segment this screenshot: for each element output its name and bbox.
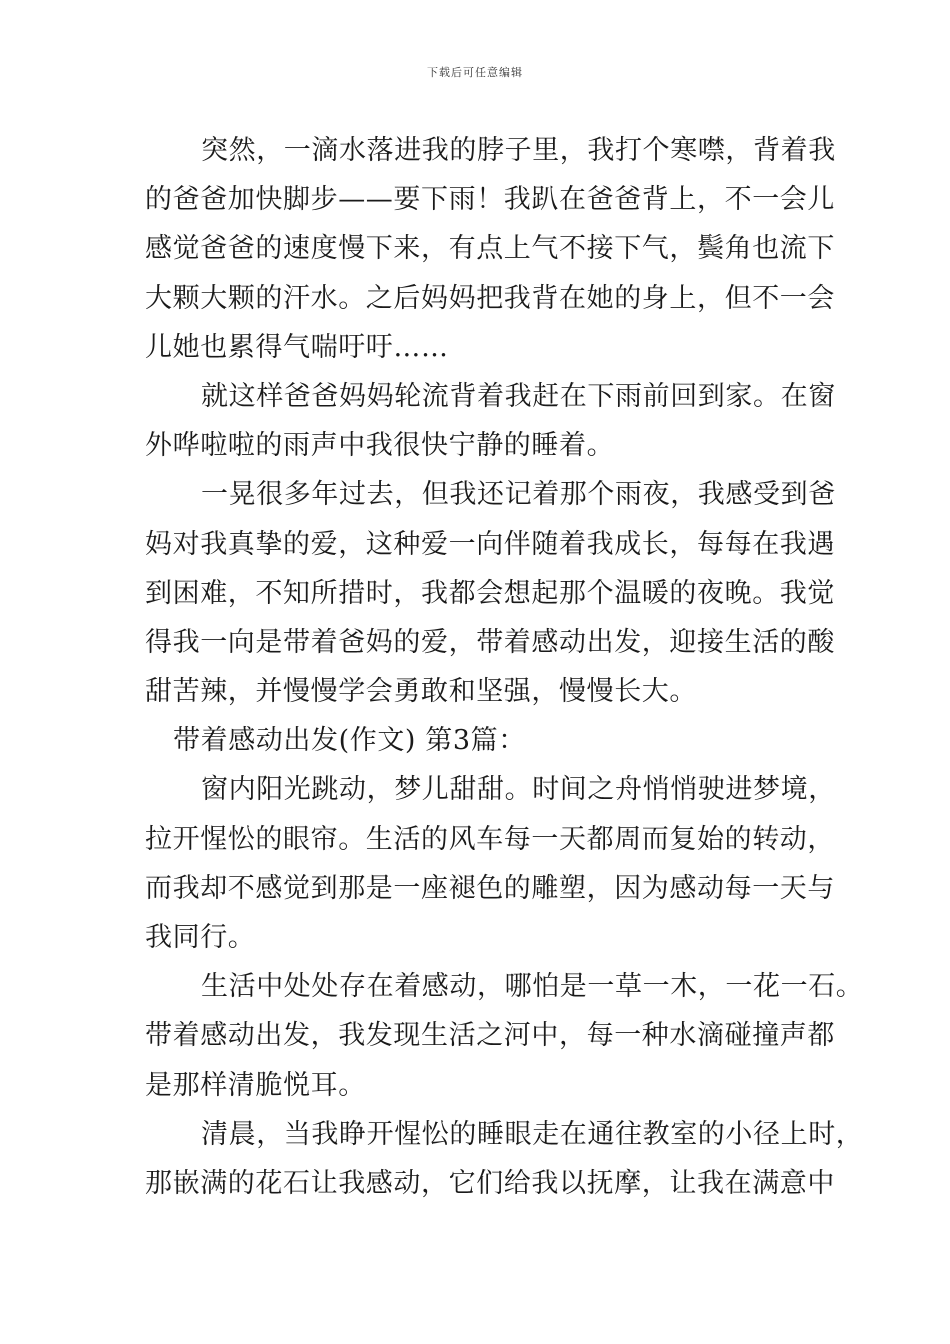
text-line: 窗内阳光跳动，梦儿甜甜。时间之舟悄悄驶进梦境，: [201, 774, 836, 806]
text-line: 生活中处处存在着感动，哪怕是一草一木，一花一石。: [201, 971, 864, 1003]
text-line: 外哗啦啦的雨声中我很快宁静的睡着。: [145, 430, 615, 462]
text-line: 到困难，不知所措时，我都会想起那个温暖的夜晚。我觉: [145, 577, 835, 609]
text-line: 就这样爸爸妈妈轮流背着我赶在下雨前回到家。在窗: [201, 380, 836, 412]
text-line: 而我却不感觉到那是一座褪色的雕塑，因为感动每一天与: [145, 872, 835, 904]
text-line: 我同行。: [145, 922, 256, 953]
text-line: 得我一向是带着爸妈的爱，带着感动出发，迎接生活的酸: [145, 626, 835, 658]
text-line: 儿她也累得气喘吁吁……: [145, 331, 449, 363]
text-line: 感觉爸爸的速度慢下来，有点上气不接下气，鬓角也流下: [145, 233, 835, 265]
text-line: 一晃很多年过去，但我还记着那个雨夜，我感受到爸: [201, 479, 836, 511]
document-body: [145, 126, 864, 1208]
text-line: 带着感动出发，我发现生活之河中，每一种水滴碰撞声都: [145, 1020, 835, 1052]
text-line: 带着感动出发(作文) 第3篇：: [173, 725, 526, 757]
text-line: 拉开惺忪的眼帘。生活的风车每一天都周而复始的转动，: [145, 823, 835, 855]
text-line: 大颗大颗的汗水。之后妈妈把我背在她的身上，但不一会: [145, 282, 835, 314]
text-line: 突然，一滴水落进我的脖子里，我打个寒噤，背着我: [201, 135, 836, 166]
page-header: 下载后可任意编辑: [427, 66, 523, 79]
text-line: 清晨，当我睁开惺忪的睡眼走在通往教室的小径上时，: [201, 1118, 864, 1150]
text-line: 那嵌满的花石让我感动，它们给我以抚摩，让我在满意中: [145, 1167, 835, 1199]
text-line: 的爸爸加快脚步——要下雨！我趴在爸爸背上，不一会儿: [145, 184, 835, 216]
text-line: 是那样清脆悦耳。: [145, 1069, 366, 1101]
text-line: 甜苦辣，并慢慢学会勇敢和坚强，慢慢长大。: [145, 676, 697, 708]
text-line: 妈对我真挚的爱，这种爱一向伴随着我成长，每每在我遇: [145, 528, 835, 560]
